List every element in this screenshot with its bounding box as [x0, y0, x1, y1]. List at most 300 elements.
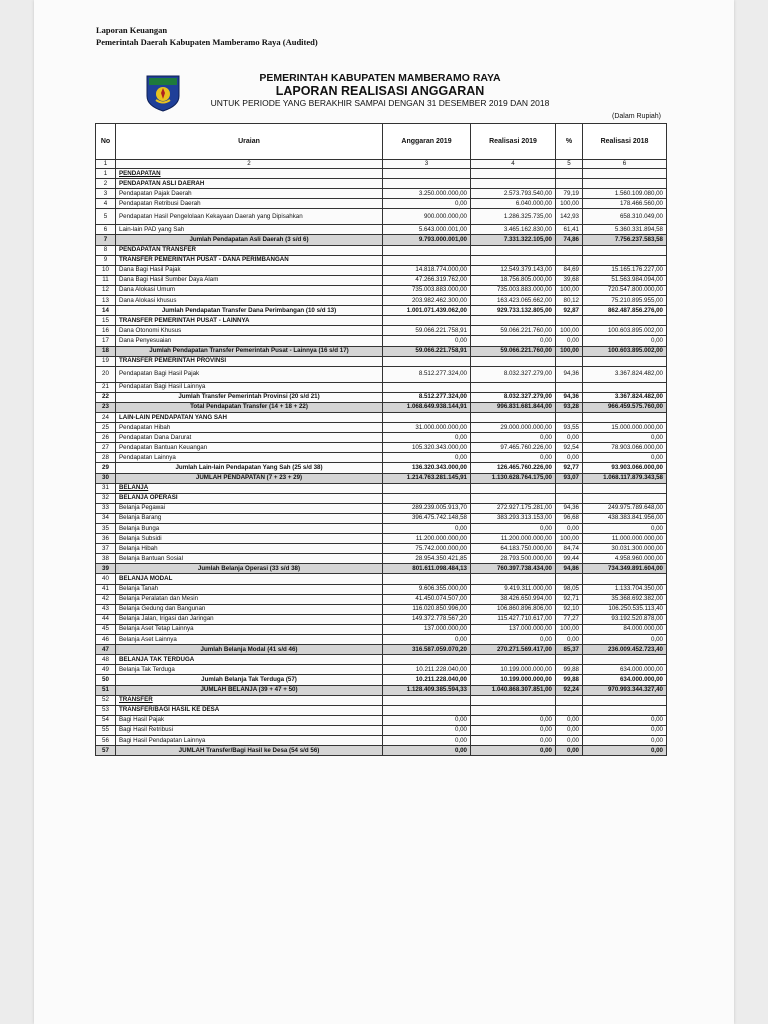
percent-value: 79,19: [556, 189, 583, 199]
row-description: Total Pendapatan Transfer (14 + 18 + 22): [116, 402, 383, 412]
percent-value: 0,00: [556, 336, 583, 346]
table-header-row: [96, 124, 667, 160]
percent-value: 94,36: [556, 366, 583, 382]
realization-2018-value: [583, 356, 667, 366]
realization-2018-value: 178.466.560,00: [583, 199, 667, 209]
percent-value: [556, 179, 583, 189]
row-description: Belanja Gedung dan Bangunan: [116, 604, 383, 614]
realization-2018-value: 0,00: [583, 725, 667, 735]
table-row: [96, 544, 667, 554]
realization-2019-value: 0,00: [471, 524, 556, 534]
percent-value: 0,00: [556, 453, 583, 463]
percent-value: 92,71: [556, 594, 583, 604]
row-number: 37: [96, 544, 116, 554]
budget-2019-value: 136.320.343.000,00: [383, 463, 471, 473]
row-number: 47: [96, 645, 116, 655]
row-number: 31: [96, 483, 116, 493]
table-row: [96, 356, 667, 366]
table-row: [96, 402, 667, 412]
budget-2019-value: [383, 695, 471, 705]
row-description: Jumlah Transfer Pemerintah Provinsi (20 s/d 21): [116, 392, 383, 402]
budget-2019-value: 0,00: [383, 199, 471, 209]
table-row: [96, 463, 667, 473]
row-description: Jumlah Belanja Operasi (33 s/d 38): [116, 564, 383, 574]
budget-2019-value: 149.372.778.567,20: [383, 614, 471, 624]
realization-2018-value: 51.563.984.094,00: [583, 275, 667, 285]
table-row: [96, 285, 667, 295]
realization-2018-value: 634.000.000,00: [583, 675, 667, 685]
percent-value: 100,00: [556, 346, 583, 356]
row-number: 12: [96, 285, 116, 295]
row-number: 33: [96, 503, 116, 513]
table-row: [96, 584, 667, 594]
realization-2018-value: 0,00: [583, 715, 667, 725]
percent-value: [556, 695, 583, 705]
table-row: [96, 189, 667, 199]
budget-2019-value: 137.000.000,00: [383, 624, 471, 634]
row-number: 38: [96, 554, 116, 564]
table-row: [96, 534, 667, 544]
row-description: Belanja Jalan, Irigasi dan Jaringan: [116, 614, 383, 624]
percent-value: 94,86: [556, 564, 583, 574]
table-row: [96, 503, 667, 513]
percent-value: 92,24: [556, 685, 583, 695]
row-number: 11: [96, 275, 116, 285]
row-number: 14: [96, 306, 116, 316]
percent-value: 92,54: [556, 443, 583, 453]
row-number: 55: [96, 725, 116, 735]
table-row: [96, 209, 667, 225]
row-number: 45: [96, 624, 116, 634]
realization-2019-value: [471, 655, 556, 665]
realization-2019-value: 1.040.868.307.851,00: [471, 685, 556, 695]
realization-2019-value: 163.423.065.662,00: [471, 296, 556, 306]
percent-value: 93,55: [556, 423, 583, 433]
budget-2019-value: [383, 356, 471, 366]
column-header-percent: %: [556, 124, 583, 160]
government-name: PEMERINTAH KABUPATEN MAMBERAMO RAYA: [259, 72, 501, 84]
realization-2018-value: 0,00: [583, 524, 667, 534]
realization-2018-value: [583, 574, 667, 584]
row-number: 44: [96, 614, 116, 624]
row-number: 16: [96, 326, 116, 336]
percent-value: 0,00: [556, 735, 583, 745]
table-row: [96, 564, 667, 574]
table-row: [96, 594, 667, 604]
realization-2019-value: 0,00: [471, 635, 556, 645]
table-row: [96, 554, 667, 564]
row-number: 51: [96, 685, 116, 695]
realization-2018-value: 0,00: [583, 336, 667, 346]
row-description: Dana Alokasi khusus: [116, 296, 383, 306]
percent-value: 0,00: [556, 746, 583, 756]
row-description: TRANSFER PEMERINTAH PROVINSI: [116, 356, 383, 366]
realization-2018-value: [583, 316, 667, 326]
realization-2019-value: 59.066.221.760,00: [471, 326, 556, 336]
budget-2019-value: 9.793.000.001,00: [383, 235, 471, 245]
header-line-1: Laporan Keuangan: [96, 25, 168, 35]
table-row: [96, 366, 667, 382]
header-line-2: Pemerintah Daerah Kabupaten Mamberamo Raya (Audited): [96, 37, 318, 47]
realization-2019-value: [471, 316, 556, 326]
realization-2019-value: [471, 245, 556, 255]
percent-value: [556, 493, 583, 503]
realization-2018-value: 734.349.891.604,00: [583, 564, 667, 574]
realization-2019-value: 18.756.805.000,00: [471, 275, 556, 285]
realization-2018-value: 106.250.535.113,40: [583, 604, 667, 614]
row-number: 53: [96, 705, 116, 715]
row-description: TRANSFER PEMERINTAH PUSAT - LAINNYA: [116, 316, 383, 326]
column-index: 5: [556, 160, 583, 169]
row-number: 56: [96, 735, 116, 745]
row-description: JUMLAH Transfer/Bagi Hasil ke Desa (54 s/d 56): [116, 746, 383, 756]
column-header-anggaran-2019: Anggaran 2019: [383, 124, 471, 160]
budget-2019-value: 75.742.000.000,00: [383, 544, 471, 554]
budget-2019-value: 41.450.074.507,00: [383, 594, 471, 604]
budget-2019-value: 3.250.000.000,00: [383, 189, 471, 199]
row-number: 27: [96, 443, 116, 453]
realization-2019-value: [471, 574, 556, 584]
budget-2019-value: [383, 412, 471, 422]
realization-2019-value: 383.293.313.153,00: [471, 513, 556, 523]
row-description: JUMLAH PENDAPATAN (7 + 23 + 29): [116, 473, 383, 483]
budget-2019-value: 59.066.221.758,91: [383, 346, 471, 356]
percent-value: 85,37: [556, 645, 583, 655]
row-number: 24: [96, 412, 116, 422]
realization-2019-value: 6.040.000,00: [471, 199, 556, 209]
table-row: [96, 483, 667, 493]
realization-2018-value: 15.165.176.227,00: [583, 265, 667, 275]
row-number: 40: [96, 574, 116, 584]
realization-2019-value: 28.793.500.000,00: [471, 554, 556, 564]
column-header-realisasi-2019: Realisasi 2019: [471, 124, 556, 160]
realization-2018-value: 249.975.789.648,00: [583, 503, 667, 513]
percent-value: [556, 412, 583, 422]
row-number: 6: [96, 225, 116, 235]
percent-value: 100,00: [556, 326, 583, 336]
row-number: 29: [96, 463, 116, 473]
realization-2019-value: 106.860.896.806,00: [471, 604, 556, 614]
percent-value: 94,36: [556, 503, 583, 513]
realization-2018-value: 30.031.300.000,00: [583, 544, 667, 554]
table-row: [96, 524, 667, 534]
row-description: PENDAPATAN TRANSFER: [116, 245, 383, 255]
row-number: 41: [96, 584, 116, 594]
table-row: [96, 265, 667, 275]
percent-value: 93,28: [556, 402, 583, 412]
percent-value: 39,68: [556, 275, 583, 285]
percent-value: 0,00: [556, 715, 583, 725]
table-row: [96, 423, 667, 433]
percent-value: 0,00: [556, 725, 583, 735]
table-row: [96, 655, 667, 665]
row-number: 57: [96, 746, 116, 756]
budget-2019-value: 8.512.277.324,00: [383, 366, 471, 382]
column-header-uraian: Uraian: [116, 124, 383, 160]
table-row: [96, 624, 667, 634]
realization-2018-value: 0,00: [583, 433, 667, 443]
row-description: BELANJA: [116, 483, 383, 493]
realization-2018-value: 78.903.066.000,00: [583, 443, 667, 453]
row-description: Jumlah Pendapatan Transfer Dana Perimbangan (10 s/d 13): [116, 306, 383, 316]
budget-2019-value: 10.211.228.040,00: [383, 675, 471, 685]
budget-realization-table: [95, 123, 667, 756]
realization-2019-value: 0,00: [471, 735, 556, 745]
realization-2018-value: [583, 179, 667, 189]
realization-2018-value: 15.000.000.000,00: [583, 423, 667, 433]
percent-value: [556, 356, 583, 366]
column-index: 3: [383, 160, 471, 169]
realization-2019-value: 10.199.000.000,00: [471, 665, 556, 675]
realization-2019-value: 7.331.322.105,00: [471, 235, 556, 245]
table-row: [96, 179, 667, 189]
row-number: 54: [96, 715, 116, 725]
row-number: 1: [96, 169, 116, 179]
realization-2019-value: 38.426.650.994,00: [471, 594, 556, 604]
percent-value: 80,12: [556, 296, 583, 306]
row-description: Belanja Barang: [116, 513, 383, 523]
table-row: [96, 296, 667, 306]
table-row: [96, 199, 667, 209]
percent-value: 99,44: [556, 554, 583, 564]
realization-2018-value: [583, 655, 667, 665]
table-row: [96, 382, 667, 392]
row-description: Belanja Tak Terduga: [116, 665, 383, 675]
row-description: Pendapatan Bagi Hasil Pajak: [116, 366, 383, 382]
budget-2019-value: 105.320.343.000,00: [383, 443, 471, 453]
realization-2018-value: [583, 245, 667, 255]
percent-value: [556, 169, 583, 179]
realization-2018-value: 1.133.704.350,00: [583, 584, 667, 594]
budget-2019-value: [383, 574, 471, 584]
budget-2019-value: 0,00: [383, 336, 471, 346]
budget-2019-value: 11.200.000.000,00: [383, 534, 471, 544]
realization-2019-value: 0,00: [471, 746, 556, 756]
percent-value: 92,77: [556, 463, 583, 473]
row-description: Pendapatan Dana Darurat: [116, 433, 383, 443]
realization-2019-value: 760.397.738.434,00: [471, 564, 556, 574]
percent-value: [556, 655, 583, 665]
table-row: [96, 235, 667, 245]
realization-2018-value: [583, 483, 667, 493]
table-row: [96, 574, 667, 584]
row-number: 5: [96, 209, 116, 225]
realization-2019-value: 0,00: [471, 453, 556, 463]
percent-value: [556, 382, 583, 392]
table-row: [96, 473, 667, 483]
realization-2019-value: 126.465.760.226,00: [471, 463, 556, 473]
budget-2019-value: [383, 169, 471, 179]
row-number: 23: [96, 402, 116, 412]
realization-2019-value: [471, 255, 556, 265]
percent-value: 100,00: [556, 199, 583, 209]
row-description: Jumlah Belanja Tak Terduga (57): [116, 675, 383, 685]
table-row: [96, 715, 667, 725]
row-description: BELANJA OPERASI: [116, 493, 383, 503]
table-row: [96, 735, 667, 745]
row-number: 49: [96, 665, 116, 675]
budget-2019-value: [383, 705, 471, 715]
row-description: Bagi Hasil Pendapatan Lainnya: [116, 735, 383, 745]
budget-2019-value: [383, 316, 471, 326]
row-description: TRANSFER: [116, 695, 383, 705]
row-number: 36: [96, 534, 116, 544]
row-description: BELANJA MODAL: [116, 574, 383, 584]
percent-value: 99,88: [556, 675, 583, 685]
realization-2019-value: 929.733.132.805,00: [471, 306, 556, 316]
budget-2019-value: 0,00: [383, 735, 471, 745]
row-number: 17: [96, 336, 116, 346]
table-row: [96, 695, 667, 705]
budget-2019-value: [383, 655, 471, 665]
budget-2019-value: 735.003.883.000,00: [383, 285, 471, 295]
realization-2019-value: 64.183.750.000,00: [471, 544, 556, 554]
realization-2018-value: [583, 169, 667, 179]
realization-2018-value: [583, 695, 667, 705]
budget-2019-value: [383, 493, 471, 503]
realization-2018-value: 658.310.049,00: [583, 209, 667, 225]
row-description: Belanja Pegawai: [116, 503, 383, 513]
realization-2019-value: 270.271.569.417,00: [471, 645, 556, 655]
realization-2019-value: 3.465.162.830,00: [471, 225, 556, 235]
budget-2019-value: 0,00: [383, 453, 471, 463]
row-description: Pendapatan Bantuan Keuangan: [116, 443, 383, 453]
row-number: 46: [96, 635, 116, 645]
realization-2018-value: 1.560.109.080,00: [583, 189, 667, 199]
row-number: 18: [96, 346, 116, 356]
realization-2019-value: [471, 493, 556, 503]
column-index: 2: [116, 160, 383, 169]
row-number: 4: [96, 199, 116, 209]
row-description: BELANJA TAK TERDUGA: [116, 655, 383, 665]
row-description: PENDAPATAN: [116, 169, 383, 179]
realization-2018-value: 0,00: [583, 735, 667, 745]
realization-2018-value: 0,00: [583, 635, 667, 645]
budget-2019-value: 116.020.850.996,00: [383, 604, 471, 614]
report-title: LAPORAN REALISASI ANGGARAN: [275, 84, 485, 98]
row-number: 39: [96, 564, 116, 574]
regency-emblem-logo: [144, 72, 182, 112]
row-number: 9: [96, 255, 116, 265]
realization-2018-value: 3.367.824.482,00: [583, 366, 667, 382]
realization-2018-value: 720.547.800.000,00: [583, 285, 667, 295]
budget-2019-value: 0,00: [383, 725, 471, 735]
realization-2018-value: 93.903.066.000,00: [583, 463, 667, 473]
row-number: 35: [96, 524, 116, 534]
budget-2019-value: [383, 245, 471, 255]
realization-2018-value: 4.958.960.000,00: [583, 554, 667, 564]
realization-2019-value: [471, 179, 556, 189]
percent-value: 93,07: [556, 473, 583, 483]
realization-2018-value: 5.360.331.894,58: [583, 225, 667, 235]
row-description: Dana Otonomi Khusus: [116, 326, 383, 336]
table-row: [96, 604, 667, 614]
realization-2019-value: 8.032.327.279,00: [471, 392, 556, 402]
table-row: [96, 453, 667, 463]
report-header: [96, 24, 318, 48]
budget-2019-value: 289.239.005.913,70: [383, 503, 471, 513]
row-description: Pendapatan Hasil Pengelolaan Kekayaan Daerah yang Dipisahkan: [116, 209, 383, 225]
row-description: Dana Bagi Hasil Sumber Daya Alam: [116, 275, 383, 285]
percent-value: 84,69: [556, 265, 583, 275]
row-description: Dana Penyesuaian: [116, 336, 383, 346]
table-row: [96, 392, 667, 402]
row-description: Pendapatan Hibah: [116, 423, 383, 433]
realization-2018-value: [583, 705, 667, 715]
realization-2018-value: 1.068.117.879.343,58: [583, 473, 667, 483]
row-description: Belanja Tanah: [116, 584, 383, 594]
budget-2019-value: 14.818.774.000,00: [383, 265, 471, 275]
realization-2018-value: 966.459.575.760,00: [583, 402, 667, 412]
percent-value: 74,86: [556, 235, 583, 245]
realization-2019-value: [471, 705, 556, 715]
row-description: LAIN-LAIN PENDAPATAN YANG SAH: [116, 412, 383, 422]
realization-2018-value: [583, 255, 667, 265]
row-number: 3: [96, 189, 116, 199]
row-description: Jumlah Pendapatan Transfer Pemerintah Pusat - Lainnya (16 s/d 17): [116, 346, 383, 356]
budget-2019-value: 396.475.742.148,58: [383, 513, 471, 523]
row-description: PENDAPATAN ASLI DAERAH: [116, 179, 383, 189]
realization-2019-value: 12.549.379.143,00: [471, 265, 556, 275]
column-header-realisasi-2018: Realisasi 2018: [583, 124, 667, 160]
percent-value: 100,00: [556, 534, 583, 544]
row-number: 30: [96, 473, 116, 483]
percent-value: 0,00: [556, 524, 583, 534]
percent-value: 84,74: [556, 544, 583, 554]
budget-2019-value: 47.266.319.762,00: [383, 275, 471, 285]
budget-2019-value: 10.211.228.040,00: [383, 665, 471, 675]
table-row: [96, 675, 667, 685]
budget-2019-value: 1.128.409.385.594,33: [383, 685, 471, 695]
table-row: [96, 275, 667, 285]
realization-2018-value: 100.603.895.002,00: [583, 346, 667, 356]
table-row: [96, 493, 667, 503]
column-index: 4: [471, 160, 556, 169]
table-row: [96, 412, 667, 422]
percent-value: 99,88: [556, 665, 583, 675]
row-description: Jumlah Lain-lain Pendapatan Yang Sah (25 s/d 38): [116, 463, 383, 473]
budget-2019-value: 59.066.221.758,91: [383, 326, 471, 336]
table-row: [96, 346, 667, 356]
realization-2019-value: 0,00: [471, 715, 556, 725]
table-row: [96, 336, 667, 346]
realization-2018-value: 35.368.692.382,00: [583, 594, 667, 604]
realization-2019-value: 0,00: [471, 433, 556, 443]
column-index-row: [96, 160, 667, 169]
table-row: [96, 513, 667, 523]
table-row: [96, 225, 667, 235]
percent-value: 77,27: [556, 614, 583, 624]
budget-2019-value: 0,00: [383, 433, 471, 443]
percent-value: 100,00: [556, 624, 583, 634]
row-description: TRANSFER/BAGI HASIL KE DESA: [116, 705, 383, 715]
realization-2019-value: [471, 695, 556, 705]
row-description: Belanja Aset Lainnya: [116, 635, 383, 645]
table-row: [96, 665, 667, 675]
budget-2019-value: 1.001.071.439.062,00: [383, 306, 471, 316]
realization-2018-value: 100.603.895.002,00: [583, 326, 667, 336]
row-description: Belanja Aset Tetap Lainnya: [116, 624, 383, 634]
row-number: 7: [96, 235, 116, 245]
table-row: [96, 326, 667, 336]
row-description: Belanja Subsidi: [116, 534, 383, 544]
row-description: Belanja Bunga: [116, 524, 383, 534]
realization-2018-value: 634.000.000,00: [583, 665, 667, 675]
realization-2019-value: 0,00: [471, 336, 556, 346]
budget-2019-value: 1.068.649.938.144,91: [383, 402, 471, 412]
row-description: Pendapatan Lainnya: [116, 453, 383, 463]
realization-2018-value: [583, 412, 667, 422]
